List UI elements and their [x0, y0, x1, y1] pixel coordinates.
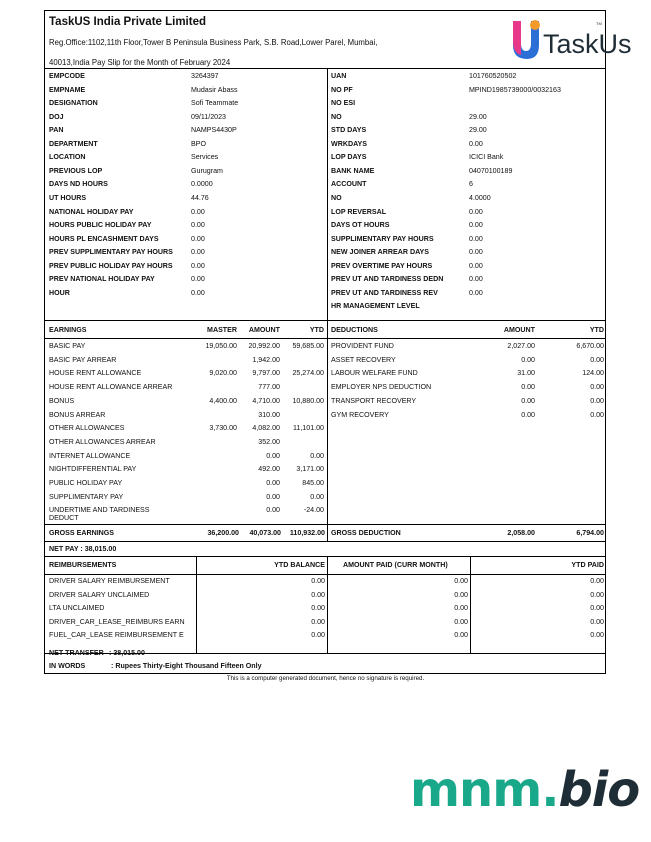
detail-value: 0.00 — [191, 207, 205, 216]
detail-label: HOURS PUBLIC HOLIDAY PAY — [49, 221, 152, 230]
ytd-heading: YTD — [309, 326, 324, 334]
reimbursements-heading: REIMBURSEMENTS — [49, 561, 117, 569]
detail-label: EMPNAME — [49, 85, 86, 94]
detail-label: PREV NATIONAL HOLIDAY PAY — [49, 275, 155, 284]
net-pay: NET PAY : 38,015.00 — [49, 545, 117, 553]
gross-earnings-label: GROSS EARNINGS — [49, 529, 115, 537]
earning-ytd: 3,171.00 — [296, 465, 324, 474]
detail-label: LOP DAYS — [331, 153, 367, 162]
reimbursement-name: FUEL_CAR_LEASE REIMBURSEMENT E — [49, 631, 184, 640]
reimbursement-ytd-balance: 0.00 — [311, 617, 325, 626]
detail-value: 04070100189 — [469, 166, 513, 175]
detail-label: HR MANAGEMENT LEVEL — [331, 302, 420, 311]
earning-amount: 352.00 — [258, 437, 280, 446]
detail-label: ACCOUNT — [331, 180, 367, 189]
detail-label: DEPARTMENT — [49, 139, 98, 148]
deduction-amount: 0.00 — [521, 410, 535, 419]
detail-value: 0.00 — [469, 248, 483, 257]
detail-value: MPIND1985739000/0032163 — [469, 85, 561, 94]
detail-value: 09/11/2023 — [191, 112, 226, 121]
earning-name: UNDERTIME AND TARDINESS — [49, 506, 150, 515]
gross-deduction-label: GROSS DEDUCTION — [331, 529, 401, 537]
deduction-ytd-heading: YTD — [589, 326, 604, 334]
in-words-label: IN WORDS — [49, 662, 86, 670]
detail-value: 6 — [469, 180, 473, 189]
detail-value: 0.00 — [469, 139, 483, 148]
earning-amount: 9,797.00 — [252, 369, 280, 378]
earning-amount: 0.00 — [266, 451, 280, 460]
detail-value: 101760520502 — [469, 72, 517, 80]
deduction-ytd: 124.00 — [582, 369, 604, 378]
earning-ytd: 10,880.00 — [292, 396, 324, 405]
gross-amount: 40,073.00 — [249, 529, 281, 537]
detail-label: PREV OVERTIME PAY HOURS — [331, 261, 433, 270]
gross-master: 36,200.00 — [207, 529, 239, 537]
deduction-ytd: 0.00 — [590, 383, 604, 392]
detail-value: 0.00 — [469, 275, 483, 284]
earning-name: HOUSE RENT ALLOWANCE — [49, 369, 142, 378]
reimbursement-paid-curr: 0.00 — [454, 604, 468, 613]
earning-master: 19,050.00 — [205, 342, 237, 350]
net-transfer-value: : 38,015.00 — [109, 649, 145, 657]
earning-ytd: 845.00 — [302, 479, 324, 487]
detail-value: 0.00 — [191, 261, 205, 270]
detail-value: 4.0000 — [469, 193, 491, 202]
gross-deduction-amount: 2,058.00 — [507, 529, 535, 537]
deduction-ytd: 0.00 — [590, 355, 604, 364]
earning-ytd: 25,274.00 — [292, 369, 324, 378]
detail-value: Mudasir Abass — [191, 85, 238, 94]
deduction-amount: 2,027.00 — [507, 342, 535, 350]
deduction-ytd: 0.00 — [590, 396, 604, 405]
earning-name: BASIC PAY ARREAR — [49, 355, 117, 364]
detail-label: LOCATION — [49, 153, 86, 162]
company-name: TaskUS India Private Limited — [49, 16, 207, 28]
deduction-amount: 0.00 — [521, 355, 535, 364]
detail-value: Gurugram — [191, 166, 223, 175]
detail-label: NATIONAL HOLIDAY PAY — [49, 207, 134, 216]
detail-value: 44.76 — [191, 193, 209, 202]
detail-label: STD DAYS — [331, 126, 367, 135]
deduction-amount: 31.00 — [517, 369, 535, 378]
gross-deduction-ytd: 6,794.00 — [576, 529, 604, 537]
earning-name: HOUSE RENT ALLOWANCE ARREAR — [49, 383, 173, 392]
earning-name-cont: DEDUCT — [49, 514, 79, 523]
detail-value: 0.00 — [469, 207, 483, 216]
detail-value: 29.00 — [469, 112, 487, 121]
earning-amount: 492.00 — [258, 465, 280, 474]
detail-label: SUPPLIMENTARY PAY HOURS — [331, 234, 434, 243]
earning-amount: 0.00 — [266, 479, 280, 487]
earning-amount: 1,942.00 — [252, 355, 280, 364]
earning-name: BONUS ARREAR — [49, 410, 106, 419]
deduction-name: TRANSPORT RECOVERY — [331, 396, 417, 405]
taskus-logo — [507, 15, 632, 63]
detail-label: PREV UT AND TARDINESS REV — [331, 288, 438, 297]
earning-name: PUBLIC HOLIDAY PAY — [49, 479, 123, 487]
detail-label: PREVIOUS LOP — [49, 166, 103, 175]
address-line-1: Reg.Office:1102,11th Floor,Tower B Peninsula Business Park, S.B. Road,Lower Parel, Mumbai, — [49, 38, 378, 47]
detail-label: BANK NAME — [331, 166, 375, 175]
deduction-amount: 0.00 — [521, 396, 535, 405]
detail-value: 0.00 — [191, 288, 205, 297]
deduction-name: GYM RECOVERY — [331, 410, 389, 419]
earnings-heading: EARNINGS — [49, 326, 87, 334]
ytd-paid-heading: YTD PAID — [571, 561, 604, 569]
deduction-name: PROVIDENT FUND — [331, 342, 394, 350]
detail-label: LOP REVERSAL — [331, 207, 387, 216]
detail-value: 3264397 — [191, 72, 219, 80]
detail-label: NO PF — [331, 85, 353, 94]
detail-label: DOJ — [49, 112, 64, 121]
amount-heading: AMOUNT — [248, 326, 280, 334]
deduction-amount-heading: AMOUNT — [503, 326, 535, 334]
logo-tm: TM — [596, 21, 602, 26]
detail-label: WRKDAYS — [331, 139, 367, 148]
detail-value: 0.0000 — [191, 180, 213, 189]
earning-name: NIGHTDIFFERENTIAL PAY — [49, 465, 137, 474]
earning-amount: 310.00 — [258, 410, 280, 419]
earning-amount: 20,992.00 — [248, 342, 280, 350]
earning-amount: 0.00 — [266, 492, 280, 501]
detail-label: HOURS PL ENCASHMENT DAYS — [49, 234, 159, 243]
deduction-name: ASSET RECOVERY — [331, 355, 396, 364]
amount-paid-heading: AMOUNT PAID (CURR MONTH) — [343, 561, 448, 569]
earning-name: INTERNET ALLOWANCE — [49, 451, 131, 460]
address-line-2: 40013,India Pay Slip for the Month of February 2024 — [49, 58, 231, 67]
earning-amount: 4,082.00 — [252, 424, 280, 433]
detail-value: BPO — [191, 139, 206, 148]
detail-label: NO — [331, 193, 342, 202]
earning-name: OTHER ALLOWANCES ARREAR — [49, 437, 156, 446]
detail-label: DAYS ND HOURS — [49, 180, 108, 189]
detail-label: PAN — [49, 126, 64, 135]
detail-value: Services — [191, 153, 219, 162]
earning-amount: 0.00 — [266, 506, 280, 515]
detail-value: 0.00 — [469, 288, 483, 297]
reimbursement-paid-curr: 0.00 — [454, 617, 468, 626]
detail-value: NAMPS4430P — [191, 126, 237, 135]
reimbursement-paid-curr: 0.00 — [454, 631, 468, 640]
detail-value: 0.00 — [191, 248, 205, 257]
detail-label: EMPCODE — [49, 72, 85, 80]
detail-value: Sofi Teammate — [191, 99, 239, 108]
earning-name: OTHER ALLOWANCES — [49, 424, 125, 433]
earning-ytd: -24.00 — [303, 506, 324, 515]
detail-label: HOUR — [49, 288, 70, 297]
detail-value: 0.00 — [469, 221, 483, 230]
reimbursement-ytd-balance: 0.00 — [311, 590, 325, 599]
detail-value: 0.00 — [191, 234, 205, 243]
earning-ytd: 0.00 — [310, 492, 324, 501]
detail-value: 0.00 — [191, 275, 205, 284]
earning-master: 4,400.00 — [209, 396, 237, 405]
earning-name: BASIC PAY — [49, 342, 86, 350]
earning-master: 3,730.00 — [209, 424, 237, 433]
reimbursement-paid-curr: 0.00 — [454, 577, 468, 585]
reimbursement-ytd-balance: 0.00 — [311, 604, 325, 613]
detail-label: DAYS OT HOURS — [331, 221, 390, 230]
detail-label: NO — [331, 112, 342, 121]
earning-name: BONUS — [49, 396, 75, 405]
logo-text: TaskUs — [543, 29, 632, 59]
earning-ytd: 11,101.00 — [292, 424, 324, 433]
detail-label: PREV UT AND TARDINESS DEDN — [331, 275, 444, 284]
footnote: This is a computer generated document, hence no signature is required. — [226, 675, 425, 682]
earning-master: 9,020.00 — [209, 369, 237, 378]
reimbursement-name: LTA UNCLAIMED — [49, 604, 105, 613]
deduction-name: LABOUR WELFARE FUND — [331, 369, 418, 378]
detail-label: PREV SUPPLIMENTARY PAY HOURS — [49, 248, 173, 257]
in-words-value: : Rupees Thirty-Eight Thousand Fifteen Only — [111, 662, 262, 670]
watermark-part1: mnm. — [410, 762, 559, 818]
detail-label: UAN — [331, 72, 347, 80]
reimbursement-ytd-balance: 0.00 — [311, 577, 325, 585]
pay-slip — [44, 10, 632, 674]
detail-label: UT HOURS — [49, 193, 87, 202]
reimbursement-ytd-balance: 0.00 — [311, 631, 325, 640]
watermark-part2: bio — [558, 762, 640, 818]
detail-label: DESIGNATION — [49, 99, 98, 108]
detail-label: NEW JOINER ARREAR DAYS — [331, 248, 430, 257]
deduction-ytd: 6,670.00 — [576, 342, 604, 350]
reimbursement-name: DRIVER_CAR_LEASE_REIMBURS EARN — [49, 617, 185, 626]
deduction-name: EMPLOYER NPS DEDUCTION — [331, 383, 432, 392]
earning-ytd: 0.00 — [310, 451, 324, 460]
reimbursement-name: DRIVER SALARY UNCLAIMED — [49, 590, 150, 599]
earning-ytd: 59,685.00 — [292, 342, 324, 350]
detail-value: 0.00 — [191, 221, 205, 230]
reimbursement-ytd-paid: 0.00 — [590, 617, 604, 626]
deduction-amount: 0.00 — [521, 383, 535, 392]
deductions-heading: DEDUCTIONS — [331, 326, 378, 334]
earning-amount: 4,710.00 — [252, 396, 280, 405]
detail-label: NO ESI — [331, 99, 356, 108]
detail-label: PREV PUBLIC HOLIDAY PAY HOURS — [49, 261, 173, 270]
earning-name: SUPPLIMENTARY PAY — [49, 492, 124, 501]
detail-value: 0.00 — [469, 234, 483, 243]
detail-value: ICICI Bank — [469, 153, 504, 162]
reimbursement-ytd-paid: 0.00 — [590, 604, 604, 613]
deduction-ytd: 0.00 — [590, 410, 604, 419]
reimbursement-paid-curr: 0.00 — [454, 590, 468, 599]
gross-ytd: 110,932.00 — [289, 529, 325, 537]
reimbursement-ytd-paid: 0.00 — [590, 577, 604, 585]
ytd-balance-heading: YTD BALANCE — [274, 561, 325, 569]
earning-amount: 777.00 — [258, 383, 280, 392]
watermark — [410, 762, 639, 818]
master-heading: MASTER — [207, 326, 237, 334]
reimbursement-name: DRIVER SALARY REIMBURSEMENT — [49, 577, 170, 585]
detail-value: 0.00 — [469, 261, 483, 270]
reimbursement-ytd-paid: 0.00 — [590, 631, 604, 640]
net-transfer-label: NET TRANSFER — [49, 649, 104, 657]
detail-value: 29.00 — [469, 126, 487, 135]
reimbursement-ytd-paid: 0.00 — [590, 590, 604, 599]
